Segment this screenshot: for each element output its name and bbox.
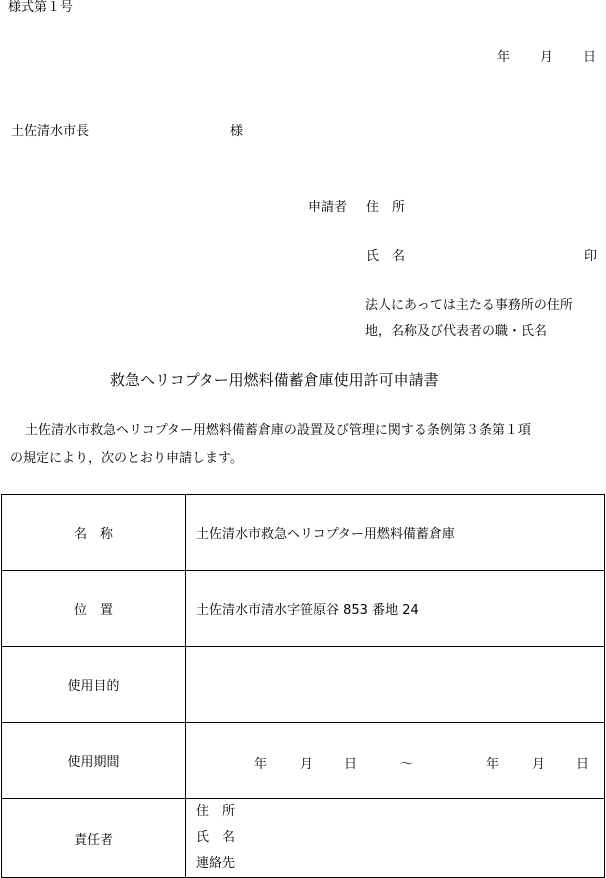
row-label: 使用目的 (2, 647, 186, 723)
date-month: 月 (540, 50, 554, 65)
table-row-location (2, 571, 605, 647)
period-field[interactable] (186, 723, 605, 799)
row-label: 位 置 (2, 571, 186, 647)
addressee-mayor: 土佐清水市長 (11, 124, 90, 139)
period-start-year: 年 (254, 756, 268, 772)
date-year: 年 (497, 50, 511, 65)
period-start-month: 月 (300, 756, 314, 772)
period-start-day: 日 (344, 756, 358, 772)
responsible-name-label: 氏 名 (196, 830, 236, 845)
row-label: 使用期間 (2, 723, 186, 799)
corporation-note-line-1: 法人にあっては主たる事務所の住所 (365, 298, 573, 313)
applicant-label: 申請者 (308, 200, 348, 215)
table-row-purpose (2, 647, 605, 723)
period-end-month: 月 (532, 756, 546, 772)
form-number: 様式第１号 (8, 0, 74, 15)
applicant-address-label: 住 所 (366, 200, 406, 215)
row-label: 責任者 (2, 799, 186, 878)
addressee-honorific: 様 (230, 124, 244, 139)
application-date (497, 50, 596, 66)
period-tilde: ～ (400, 756, 414, 772)
body-text-line-1: 土佐清水市救急ヘリコプター用燃料備蓄倉庫の設置及び管理に関する条例第３条第１項 (25, 423, 531, 438)
table-row-period (2, 723, 605, 799)
facility-name-value: 土佐清水市救急ヘリコプター用燃料備蓄倉庫 (186, 495, 605, 571)
responsible-address-label: 住 所 (196, 804, 236, 819)
purpose-field[interactable] (186, 647, 605, 723)
date-day: 日 (583, 50, 597, 65)
application-table (1, 494, 605, 878)
document-title: 救急ヘリコプター用燃料備蓄倉庫使用許可申請書 (110, 371, 439, 389)
applicant-name-label: 氏 名 (366, 249, 406, 264)
period-end-year: 年 (486, 756, 500, 772)
row-label: 名 称 (2, 495, 186, 571)
location-value: 土佐清水市清水字笹原谷 853 番地 24 (186, 571, 605, 647)
responsible-field[interactable] (186, 799, 605, 878)
seal-mark: 印 (584, 249, 598, 264)
table-row-facility-name (2, 495, 605, 571)
table-row-responsible (2, 799, 605, 878)
corporation-note-line-2: 地，名称及び代表者の職・氏名 (365, 324, 548, 339)
body-text-line-2: の規定により，次のとおり申請します。 (10, 451, 243, 466)
responsible-contact-label: 連絡先 (196, 856, 236, 871)
period-end-day: 日 (576, 756, 590, 772)
